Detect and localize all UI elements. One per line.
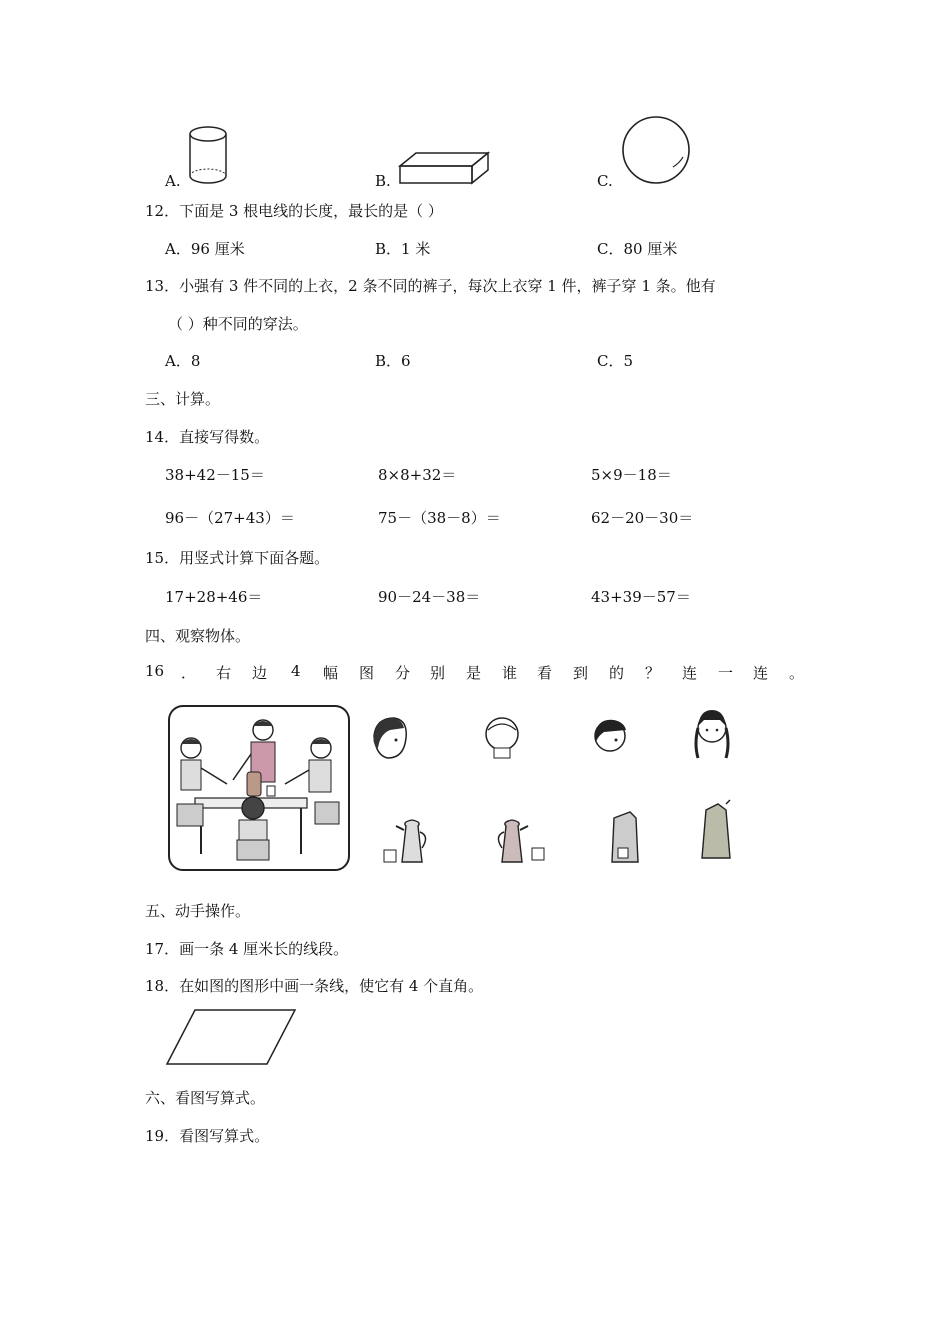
q16-char: 别 — [430, 664, 446, 682]
q16-char: 的 — [609, 664, 625, 682]
kettle-with-cup-left-icon — [382, 812, 442, 870]
q15-c1: 17+28+46＝ — [165, 588, 263, 606]
q14-r2-c1: 96－（27+43）＝ — [165, 509, 295, 527]
section-4-heading: 四、观察物体。 — [145, 627, 251, 645]
parallelogram-figure[interactable] — [165, 1008, 297, 1066]
q15-c2: 90－24－38＝ — [378, 588, 481, 606]
q16-char: 看 — [537, 664, 553, 682]
q14-r1-c1: 38+42－15＝ — [165, 466, 265, 484]
q15-stem: 15．用竖式计算下面各题。 — [145, 549, 330, 567]
children-table-scene-illustration — [167, 704, 351, 872]
q12-option-c[interactable]: C．80 厘米 — [597, 240, 678, 258]
q16-char: 边 — [252, 664, 268, 682]
q16-char: 幅 — [323, 664, 339, 682]
q14-stem: 14．直接写得数。 — [145, 428, 270, 446]
q11-option-c-label[interactable]: C. — [597, 172, 613, 190]
q13-stem-continued: （ ）种不同的穿法。 — [168, 315, 308, 333]
q16-char: 连 — [753, 664, 769, 682]
kettle-with-cup-right-icon — [492, 812, 552, 870]
q17-stem: 17．画一条 4 厘米长的线段。 — [145, 940, 349, 958]
q16-char: 到 — [573, 664, 589, 682]
q16-char: 连 — [682, 664, 698, 682]
kettle-front-with-cup-icon — [606, 808, 646, 868]
q12-stem: 12．下面是 3 根电线的长度，最长的是（ ） — [145, 202, 443, 220]
q14-r1-c2: 8×8+32＝ — [378, 466, 457, 484]
q11-option-a-label[interactable]: A. — [165, 172, 181, 190]
q16-char: 右 — [216, 664, 232, 682]
q14-r2-c3: 62－20－30＝ — [591, 509, 694, 527]
q13-option-c[interactable]: C．5 — [597, 352, 634, 370]
q19-stem: 19．看图写算式。 — [145, 1127, 270, 1145]
q16-char: 是 — [466, 664, 482, 682]
child-back-view-head-icon — [480, 714, 524, 762]
girl-front-view-head-icon — [690, 704, 734, 764]
q16-char: 图 — [359, 664, 375, 682]
section-6-heading: 六、看图写算式。 — [145, 1089, 266, 1107]
q12-option-b[interactable]: B．1 米 — [375, 240, 431, 258]
q14-r1-c3: 5×9－18＝ — [591, 466, 672, 484]
q13-stem: 13．小强有 3 件不同的上衣，2 条不同的裤子，每次上衣穿 1 件，裤子穿 1 条。他有 — [145, 277, 716, 295]
q16-stem — [145, 662, 805, 682]
boy-side-view-head-icon — [590, 714, 632, 762]
sphere-figure — [621, 115, 693, 187]
section-3-heading: 三、计算。 — [145, 390, 221, 408]
section-5-heading: 五、动手操作。 — [145, 902, 251, 920]
q13-option-b[interactable]: B．6 — [375, 352, 411, 370]
q12-option-a[interactable]: A．96 厘米 — [165, 240, 245, 258]
q16-char: ． — [181, 664, 197, 682]
q15-c3: 43+39－57＝ — [591, 588, 691, 606]
q16-char: 。 — [789, 664, 805, 682]
cylinder-figure — [188, 126, 230, 186]
q16-char: 16 — [145, 662, 165, 680]
girl-side-view-head-icon — [368, 714, 412, 764]
q11-option-b-label[interactable]: B. — [375, 172, 391, 190]
q16-char: ？ — [645, 664, 661, 682]
q16-char: 谁 — [502, 664, 518, 682]
q18-stem: 18．在如图的图形中画一条线，使它有 4 个直角。 — [145, 977, 484, 995]
q13-option-a[interactable]: A．8 — [165, 352, 201, 370]
q14-r2-c2: 75－（38－8）＝ — [378, 509, 501, 527]
q16-char: 4 — [291, 662, 301, 680]
q16-char: 分 — [395, 664, 411, 682]
cuboid-figure — [398, 150, 490, 186]
kettle-back-view-icon — [696, 800, 736, 862]
q16-char: 一 — [718, 664, 734, 682]
